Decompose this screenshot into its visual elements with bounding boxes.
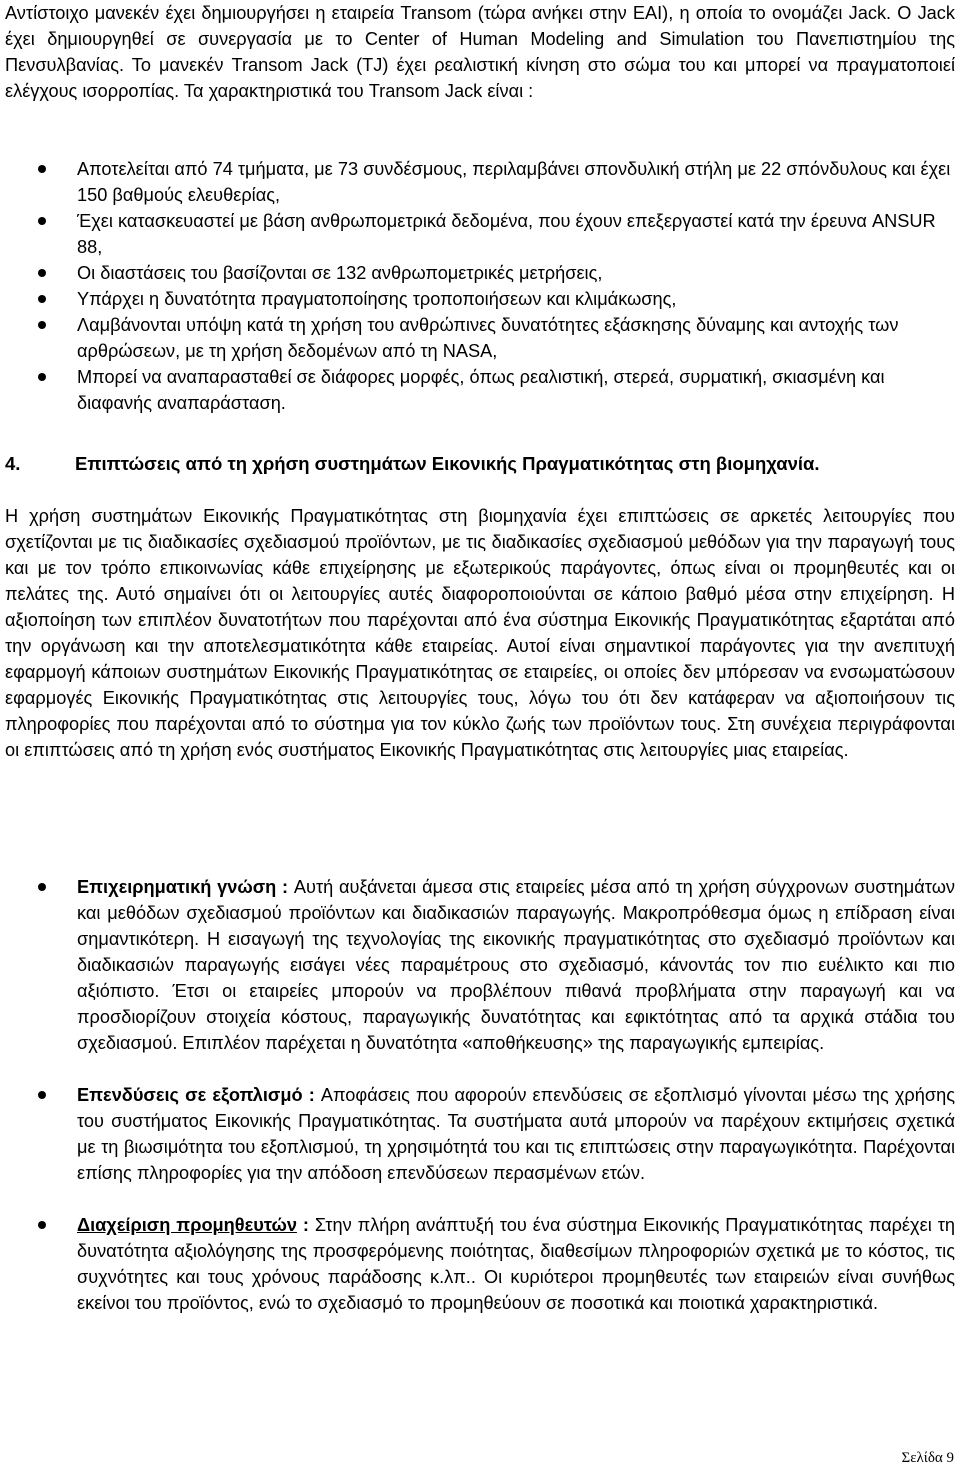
page-number: Σελίδα 9 [901,1450,954,1466]
impact-term: Επενδύσεις σε εξοπλισμό [77,1085,303,1105]
list-item-text: Οι διαστάσεις του βασίζονται σε 132 ανθρωπομετρικές μετρήσεις, [77,263,603,283]
impact-text: Αποφάσεις που αφορούν επενδύσεις σε εξοπλισμό γίνονται μέσω της χρήσης του συστήματος Εικονικής Πραγματικότητας. Τα συστήματα αυτά μπορούν να παρέχουν εκτιμήσεις σχετικά με τη βιωσιμότητα του εξοπλισμού, τη χρησιμότητά του και τις επιπτώσεις στην παραγωγικότητα. Παρέχονται επίσης πληροφορίες για την απόδοση επενδύσεων περασμένων ετών. [77,1085,955,1183]
bullet-icon [38,269,46,277]
bullet-icon [38,373,46,381]
bullet-icon [38,295,46,303]
impacts-list [0,874,960,1316]
section-title: Επιπτώσεις από τη χρήση συστημάτων Εικονικής Πραγματικότητας στη βιομηχανία. [75,453,820,474]
list-item [0,364,960,416]
bullet-icon [38,165,46,173]
bullet-icon [38,321,46,329]
list-item [0,208,960,260]
section-number: 4. [5,453,21,474]
bullet-icon [38,1221,46,1229]
impact-term: Διαχείριση προμηθευτών [77,1215,297,1235]
bullet-icon [38,883,46,891]
list-item [0,1082,960,1186]
list-item [0,874,960,1056]
list-item [0,1212,960,1316]
section-heading [5,451,955,477]
impact-text: Στην πλήρη ανάπτυξή του ένα σύστημα Εικονικής Πραγματικότητας παρέχει τη δυνατότητα αξιολόγησης της προσφερόμενης ποιότητας, διαθεσίμων πληροφοριών σχετικά με το κόστος, τις συχνότητες και τους χρόνους παράδοσης κ.λπ.. Οι κυριότεροι προμηθευτές των εταιρειών είναι συνήθως εκείνοι του προϊόντος, ενώ το σχεδιασμό το προμηθεύουν σε ποσοτικά και ποιοτικά χαρακτηριστικά. [77,1215,955,1313]
list-item-text: Αποτελείται από 74 τμήματα, με 73 συνδέσμους, περιλαμβάνει σπονδυλική στήλη με 22 σπόνδυλους και έχει 150 βαθμούς ελευθερίας, [77,159,951,205]
list-item [0,156,960,208]
list-item [0,260,960,286]
body-paragraph: Η χρήση συστημάτων Εικονικής Πραγματικότητας στη βιομηχανία έχει επιπτώσεις σε αρκετές λειτουργίες που σχετίζονται με τις διαδικασίες σχεδιασμού προϊόντων, με τις διαδικασίες σχεδιασμού μεθόδων για την παραγωγή τους και με τον τρόπο επικοινωνίας κάθε επιχείρησης με εξωτερικούς παράγοντες, όπως είναι οι προμηθευτές και οι πελάτες της. Αυτό σημαίνει ότι οι λειτουργίες αυτές διαφοροποιούνται σε κάποιο βαθμό μέσα στην επιχείρηση. Η αξιοποίηση των επιπλέον δυνατοτήτων που παρέχονται από ένα σύστημα Εικονικής Πραγματικότητας εξαρτάται από την οργάνωση και την αποτελεσματικότητα κάθε εταιρείας. Αυτοί είναι σημαντικοί παράγοντες για την ανεπιτυχή εφαρμογή κάποιων συστημάτων Εικονικής Πραγματικότητας σε εταιρείες, οι οποίες δεν μπόρεσαν να ενσωματώσουν εφαρμογές Εικονικής Πραγματικότητας στις λειτουργίες τους, λόγω του ότι δεν κατάφεραν να αξιοποιήσουν τις πληροφορίες που παρέχονται από το σύστημα για τον κύκλο ζωής των προϊόντων τους. Στη συνέχεια περιγράφονται οι επιπτώσεις από τη χρήση ενός συστήματος Εικονικής Πραγματικότητας στις λειτουργίες μιας εταιρείας. [5,506,955,760]
list-item-text: Λαμβάνονται υπόψη κατά τη χρήση του ανθρώπινες δυνατότητες εξάσκησης δύναμης και αντοχής των αρθρώσεων, με τη χρήση δεδομένων από τη NASA, [77,315,899,361]
bullet-icon [38,1091,46,1099]
impact-term: Επιχειρηματική γνώση [77,877,277,897]
features-list [0,156,960,416]
list-item [0,286,960,312]
list-item [0,312,960,364]
impact-separator: : [276,877,294,897]
impact-separator: : [302,1085,321,1105]
impact-separator: : [296,1215,315,1235]
impact-text: Αυτή αυξάνεται άμεσα στις εταιρείες μέσα από τη χρήση σύγχρονων συστημάτων και μεθόδων σχεδιασμού προϊόντων και διαδικασιών παραγωγής. Μακροπρόθεσμα όμως η επίδραση είναι σημαντικότερη. Η εισαγωγή της τεχνολογίας της εικονικής πραγματικότητας στο σχεδιασμό προϊόντων και διαδικασιών παραγωγής εισάγει νέες παραμέτρους στο σχεδιασμό, κάνοντάς τον πιο ευέλικτο και πιο αξιόπιστο. Έτσι οι εταιρείες μπορούν να προβλέπουν πιθανά προβλήματα στην παραγωγή και να προσδιορίζουν στοιχεία κόστους, παραγωγικής δυνατότητας και εφικτότητας από τα αρχικά στάδια του σχεδιασμού. Επιπλέον παρέχεται η δυνατότητα «αποθήκευσης» της παραγωγικής εμπειρίας. [77,877,955,1053]
list-item-text: Έχει κατασκευαστεί με βάση ανθρωπομετρικά δεδομένα, που έχουν επεξεργαστεί κατά την έρευνα ANSUR 88, [77,211,936,257]
list-item-text: Μπορεί να αναπαρασταθεί σε διάφορες μορφές, όπως ρεαλιστική, στερεά, συρματική, σκιασμένη και διαφανής αναπαράσταση. [77,367,885,413]
intro-paragraph: Αντίστοιχο μανεκέν έχει δημιουργήσει η εταιρεία Transom (τώρα ανήκει στην EAI), η οποία το ονομάζει Jack. Ο Jack έχει δημιουργηθεί σε συνεργασία με το Center of Human Modeling and Simulation του Πανεπιστημίου της Πενσυλβανίας. Το μανεκέν Transom Jack (TJ) έχει ρεαλιστική κίνηση στο σώμα του και μπορεί να πραγματοποιεί ελέγχους ισορροπίας. Τα χαρακτηριστικά του Transom Jack είναι : [5,3,955,101]
bullet-icon [38,217,46,225]
list-item-text: Υπάρχει η δυνατότητα πραγματοποίησης τροποποιήσεων και κλιμάκωσης, [77,289,677,309]
